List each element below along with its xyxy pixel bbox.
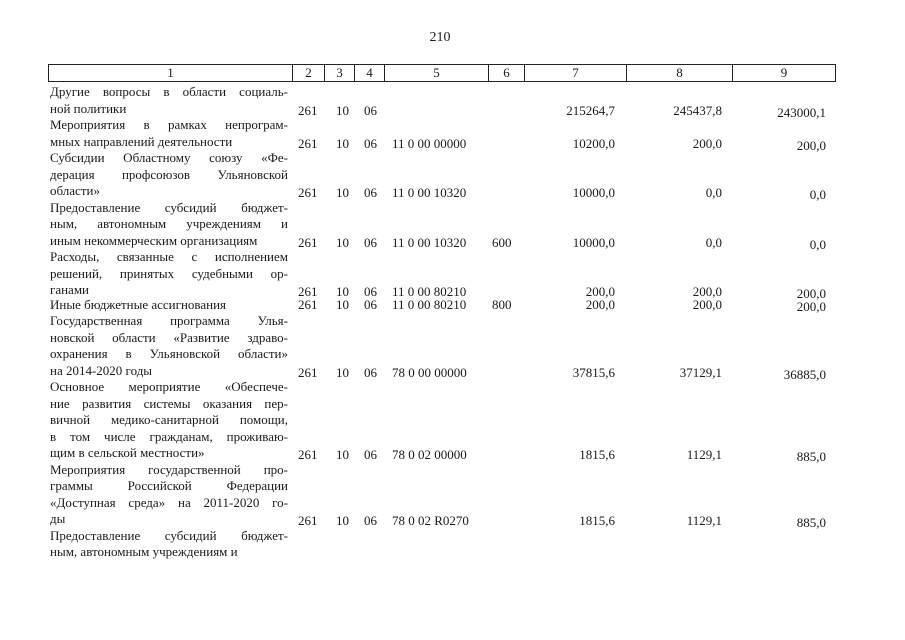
description-line: ние развития системы оказания пер- xyxy=(50,395,288,411)
col-podrazdel: 06 xyxy=(364,513,377,528)
header-col-1: 1 xyxy=(49,65,293,81)
description-line: ным, автономным учреждениям и xyxy=(50,544,238,559)
col-razdel: 10 xyxy=(336,185,349,200)
col-amount-7: 1815,6 xyxy=(579,447,615,462)
col-amount-9: 0,0 xyxy=(809,187,826,202)
description-line: решений, принятых судебными ор- xyxy=(50,265,288,281)
col-celevaya-statya: 78 0 00 00000 xyxy=(392,364,467,380)
col-podrazdel: 06 xyxy=(364,135,377,151)
header-col-4: 4 xyxy=(355,65,385,81)
description-line: щим в сельской местности» xyxy=(50,445,205,460)
col-vedomstvo: 261 xyxy=(298,284,318,299)
header-col-2: 2 xyxy=(293,65,325,81)
description-line: Иные бюджетные ассигнования xyxy=(50,296,227,312)
col-podrazdel: 06 xyxy=(364,234,377,250)
page-number: 210 xyxy=(429,30,451,45)
header-col-8: 8 xyxy=(627,65,733,81)
col-celevaya-statya: 11 0 00 10320 xyxy=(392,234,467,250)
description-line: Предоставление субсидий бюджет- xyxy=(50,527,288,543)
col-amount-9: 200,0 xyxy=(796,298,826,314)
header-col-9: 9 xyxy=(780,65,788,80)
col-podrazdel: 06 xyxy=(364,296,377,312)
col-amount-7: 1815,6 xyxy=(579,513,615,528)
description-line: охранения в Ульяновской области» xyxy=(50,346,288,361)
col-vedomstvo: 261 xyxy=(298,364,318,380)
header-col-6: 6 xyxy=(489,65,525,81)
col-amount-7: 10000,0 xyxy=(572,234,615,250)
row-description xyxy=(50,462,288,528)
description-line: ганами xyxy=(50,282,90,297)
description-line: ды xyxy=(50,511,66,526)
col-amount-8: 37129,1 xyxy=(679,364,722,380)
col-vedomstvo: 261 xyxy=(298,513,318,528)
description-line: Другие вопросы в области социаль- xyxy=(50,84,288,99)
col-amount-7: 215264,7 xyxy=(566,102,615,118)
col-razdel: 10 xyxy=(336,135,349,151)
description-line: «Доступная среда» на 2011-2020 го- xyxy=(50,494,288,510)
row-description xyxy=(50,528,288,561)
col-amount-8: 200,0 xyxy=(692,284,722,299)
col-podrazdel: 06 xyxy=(364,185,377,200)
col-podrazdel: 06 xyxy=(364,102,377,118)
col-amount-8: 200,0 xyxy=(692,135,722,151)
description-line: граммы Российской Федерации xyxy=(50,478,288,493)
description-line: Мероприятия государственной про- xyxy=(50,461,288,477)
col-razdel: 10 xyxy=(336,447,349,462)
col-razdel: 10 xyxy=(336,102,349,118)
col-amount-8: 245437,8 xyxy=(673,102,722,118)
col-celevaya-statya: 11 0 00 10320 xyxy=(392,185,467,200)
col-celevaya-statya: 11 0 00 00000 xyxy=(392,135,467,151)
col-podrazdel: 06 xyxy=(364,364,377,380)
description-line: области» xyxy=(50,183,100,198)
description-line: Мероприятия в рамках непрограм- xyxy=(50,117,288,132)
col-vedomstvo: 261 xyxy=(298,135,318,151)
col-vid-rashodov: 800 xyxy=(492,296,512,312)
header-col-5: 5 xyxy=(385,65,489,81)
col-amount-9: 885,0 xyxy=(796,515,826,530)
header-col-7: 7 xyxy=(525,65,627,81)
description-line: иным некоммерческим организациям xyxy=(50,232,258,248)
col-amount-8: 0,0 xyxy=(705,185,722,200)
description-line: Расходы, связанные с исполнением xyxy=(50,249,288,264)
header-col-3: 3 xyxy=(325,65,355,81)
col-celevaya-statya: 78 0 02 00000 xyxy=(392,447,467,462)
description-line: ной политики xyxy=(50,100,127,116)
col-vedomstvo: 261 xyxy=(298,296,318,312)
description-line: на 2014-2020 годы xyxy=(50,362,153,378)
col-amount-7: 200,0 xyxy=(585,296,615,312)
col-celevaya-statya: 11 0 00 80210 xyxy=(392,296,467,312)
description-line: мных направлений деятельности xyxy=(50,133,233,149)
col-amount-7: 10200,0 xyxy=(572,135,615,151)
col-razdel: 10 xyxy=(336,513,349,528)
row-description xyxy=(50,379,288,462)
col-amount-9: 36885,0 xyxy=(783,366,826,382)
description-line: Субсидии Областному союзу «Фе- xyxy=(50,150,288,165)
col-podrazdel: 06 xyxy=(364,284,377,299)
col-amount-9: 0,0 xyxy=(809,236,826,252)
col-amount-8: 1129,1 xyxy=(686,447,722,462)
col-razdel: 10 xyxy=(336,284,349,299)
col-celevaya-statya: 78 0 02 R0270 xyxy=(392,513,469,528)
col-podrazdel: 06 xyxy=(364,447,377,462)
row-description xyxy=(50,249,288,299)
row-description xyxy=(50,150,288,200)
description-line: Предоставление субсидий бюджет- xyxy=(50,199,288,215)
description-line: Государственная программа Улья- xyxy=(50,313,288,328)
col-vedomstvo: 261 xyxy=(298,102,318,118)
col-razdel: 10 xyxy=(336,364,349,380)
row-description xyxy=(50,297,288,314)
description-line: вичной медико-санитарной помощи, xyxy=(50,412,288,427)
col-vedomstvo: 261 xyxy=(298,185,318,200)
description-line: новской области «Развитие здраво- xyxy=(50,329,288,345)
col-vedomstvo: 261 xyxy=(298,234,318,250)
row-description xyxy=(50,117,288,150)
col-amount-9: 200,0 xyxy=(796,286,826,301)
col-amount-9: 243000,1 xyxy=(777,104,826,120)
col-amount-9: 200,0 xyxy=(796,137,826,153)
row-description xyxy=(50,313,288,379)
col-celevaya-statya: 11 0 00 80210 xyxy=(392,284,467,299)
col-amount-8: 200,0 xyxy=(692,296,722,312)
col-amount-8: 0,0 xyxy=(705,234,722,250)
col-amount-7: 10000,0 xyxy=(572,185,615,200)
col-vid-rashodov: 600 xyxy=(492,234,512,250)
col-vedomstvo: 261 xyxy=(298,447,318,462)
description-line: дерация профсоюзов Ульяновской xyxy=(50,166,288,182)
col-amount-7: 37815,6 xyxy=(572,364,615,380)
col-razdel: 10 xyxy=(336,234,349,250)
description-line: ным, автономным учреждениям и xyxy=(50,216,288,231)
col-amount-7: 200,0 xyxy=(585,284,615,299)
col-razdel: 10 xyxy=(336,296,349,312)
row-description xyxy=(50,84,288,117)
col-amount-8: 1129,1 xyxy=(686,513,722,528)
description-line: в том числе гражданам, проживаю- xyxy=(50,428,288,444)
row-description xyxy=(50,200,288,250)
description-line: Основное мероприятие «Обеспече- xyxy=(50,379,288,394)
col-amount-9: 885,0 xyxy=(796,449,826,464)
